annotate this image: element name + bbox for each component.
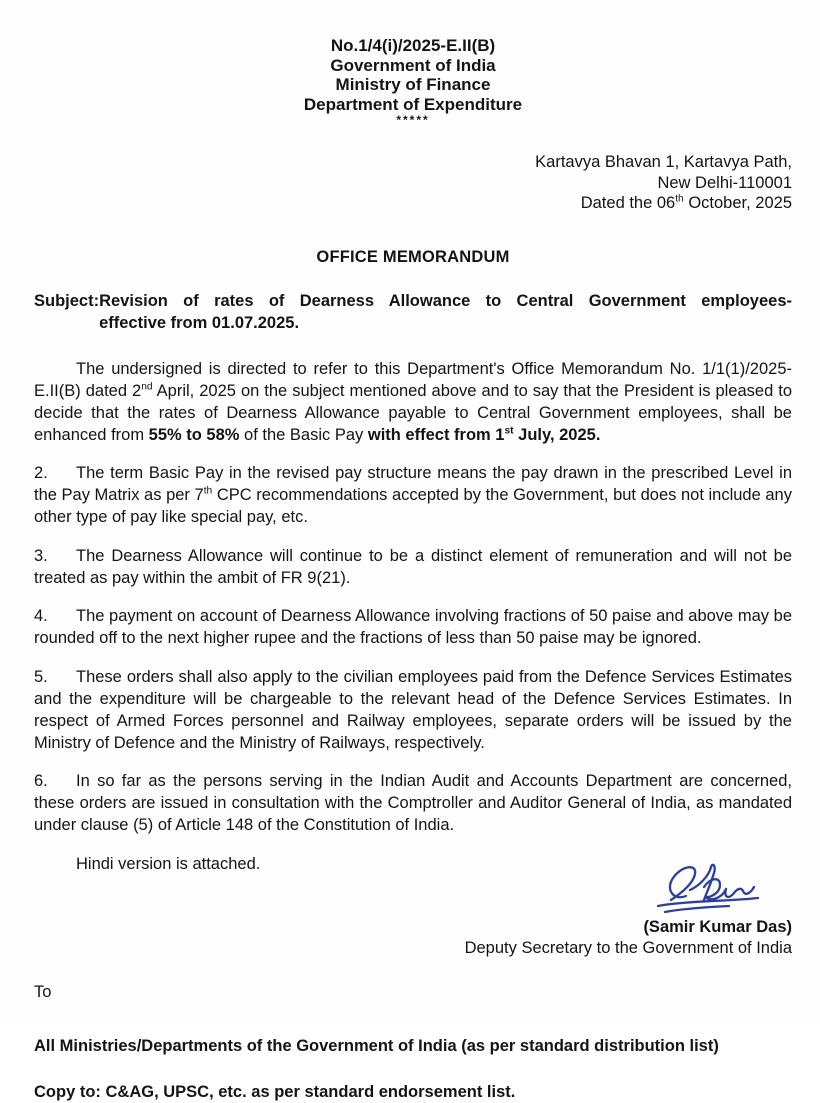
paragraph-number: 2.: [34, 464, 48, 482]
subject-block: [34, 290, 792, 334]
subject-line-1: Revision of rates of Dearness Allowance to Central Government employees-: [99, 291, 792, 310]
ordinal-sup: st: [504, 425, 514, 436]
effective-date-bold: with effect from 1st July, 2025.: [367, 425, 601, 444]
ordinal-sup: nd: [141, 381, 153, 392]
reference-number: No.1/4(i)/2025-E.II(B): [330, 36, 496, 55]
paragraph-2: 2. The term Basic Pay in the revised pay structure means the pay drawn in the prescribed Level in the Pay Matrix as per 7th CPC recommendations accepted by the Government, but does not include any other type of pay like special pay, etc.: [34, 464, 792, 526]
paragraph-number: 3.: [34, 546, 48, 565]
address-line-1: Kartavya Bhavan 1, Kartavya Path,: [535, 153, 792, 171]
document-title: OFFICE MEMORANDUM: [316, 247, 510, 266]
paragraph-number: 4.: [34, 607, 48, 625]
date-ordinal-sup: th: [675, 193, 684, 205]
subject-line-2: effective from 01.07.2025.: [99, 313, 300, 332]
signature-image: [650, 859, 782, 917]
paragraph-3: 3. The Dearness Allowance will continue to be a distinct element of remuneration and will not be treated as pay within the ambit of FR 9(21).: [34, 546, 792, 587]
distribution-line: All Ministries/Departments of the Government of India (as per standard distribution list): [34, 1036, 719, 1055]
paragraph-6: 6. In so far as the persons serving in the Indian Audit and Accounts Department are concerned, these orders are issued in consultation with the Comptroller and Auditor General of India, as mandated under clause (5) of Article 148 of the Constitution of India.: [34, 772, 792, 834]
paragraph-number: 6.: [34, 772, 48, 790]
date-line: Dated the 06th October, 2025: [580, 193, 792, 212]
signatory-designation: Deputy Secretary to the Government of India: [464, 938, 792, 957]
org-name: Government of India: [330, 55, 496, 75]
signoff-block: [34, 859, 792, 959]
copy-to-line: Copy to: C&AG, UPSC, etc. as per standard endorsement list.: [34, 1082, 516, 1101]
to-label: To: [34, 982, 52, 1001]
ministry-name: Ministry of Finance: [335, 75, 491, 94]
ordinal-sup: th: [203, 485, 213, 497]
department-name: Department of Expenditure: [303, 94, 523, 114]
divider-stars: *****: [396, 113, 430, 127]
address-block: [34, 152, 792, 214]
paragraph-number: 5.: [34, 667, 48, 686]
da-rate-bold: 55% to 58%: [148, 425, 240, 444]
paragraph-5: 5. These orders shall also apply to the civilian employees paid from the Defence Services Estimates and the expenditure will be chargeable to the relevant head of the Defence Services Estimates. In respect of Armed Forces personnel and Railway employees, separate orders will be issued by the Ministry of Defence and the Ministry of Railways, respectively.: [34, 667, 792, 752]
signatory-name: (Samir Kumar Das): [643, 917, 792, 936]
subject-text: [99, 290, 792, 334]
letterhead: [34, 36, 792, 126]
paragraph-1: The undersigned is directed to refer to this Department's Office Memorandum No. 1/1(1)/2025-E.II(B) dated 2nd April, 2025 on the subject mentioned above and to say that the President is pleased to decide that the rates of Dearness Allowance payable to Central Government employees, shall be enhanced from 55% to 58% of the Basic Pay with effect from 1st July, 2025.: [34, 359, 792, 444]
paragraph-4: 4. The payment on account of Dearness Allowance involving fractions of 50 paise and above may be rounded off to the next higher rupee and the fractions of less than 50 paise may be ignored.: [34, 607, 792, 647]
subject-label: Subject:: [34, 291, 100, 310]
address-line-2: New Delhi-110001: [657, 173, 792, 192]
hindi-version-note: Hindi version is attached.: [76, 854, 261, 873]
